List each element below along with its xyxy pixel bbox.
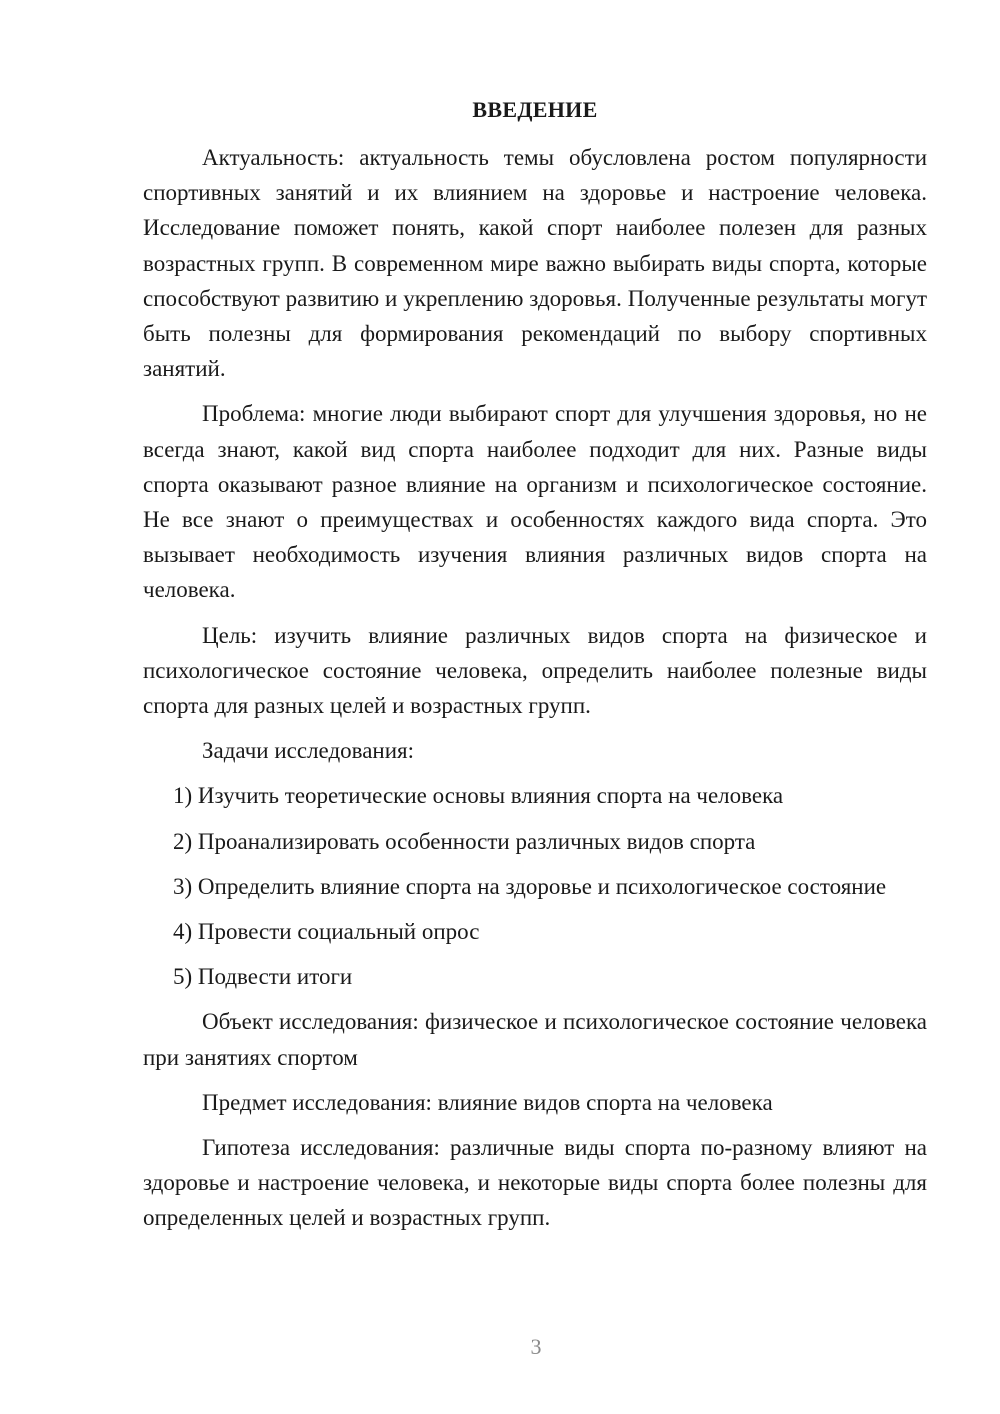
task-item-3: 3) Определить влияние спорта на здоровье и психологическое состояние	[173, 873, 887, 899]
page-content	[143, 94, 927, 1246]
goal-paragraph: Цель: изучить влияние различных видов спорта на физическое и психологическое состояние человека, определить наиболее полезные виды спорта для разных целей и возрастных групп.	[143, 622, 927, 719]
object-paragraph: Объект исследования: физическое и психологическое состояние человека при занятиях спортом	[143, 1009, 927, 1070]
task-item-5: 5) Подвести итоги	[173, 964, 353, 990]
hypothesis-paragraph: Гипотеза исследования: различные виды спорта по-разному влияют на здоровье и настроение человека, и некоторые виды спорта более полезны для определенных целей и возрастных групп.	[143, 1135, 927, 1231]
subject-paragraph: Предмет исследования: влияние видов спорта на человека	[202, 1089, 773, 1115]
task-item-2: 2) Проанализировать особенности различных видов спорта	[173, 828, 756, 854]
page-number: 3	[530, 1334, 542, 1359]
tasks-list	[143, 778, 927, 994]
problem-paragraph: Проблема: многие люди выбирают спорт для улучшения здоровья, но не всегда знают, какой вид спорта наиболее подходит для них. Разные виды спорта оказывают разное влияние на организм и психологическое состояние. Не все знают о преимуществах и особенностях каждого вида спорта. Это вызывает необходимость изучения влияния различных видов спорта на человека.	[143, 401, 927, 603]
task-item-1: 1) Изучить теоретические основы влияния спорта на человека	[173, 783, 784, 809]
relevance-paragraph: Актуальность: актуальность темы обусловлена ростом популярности спортивных занятий и их влиянием на здоровье и настроение человека. Исследование поможет понять, какой спорт наиболее полезен для разных возрастных групп. В современном мире важно выбирать виды спорта, которые способствуют развитию и укреплению здоровья. Полученные результаты могут быть полезны для формирования рекомендаций по выбору спортивных занятий.	[143, 145, 927, 382]
page-title: ВВЕДЕНИЕ	[472, 97, 598, 122]
tasks-heading: Задачи исследования:	[202, 738, 415, 764]
task-item-4: 4) Провести социальный опрос	[173, 919, 480, 945]
